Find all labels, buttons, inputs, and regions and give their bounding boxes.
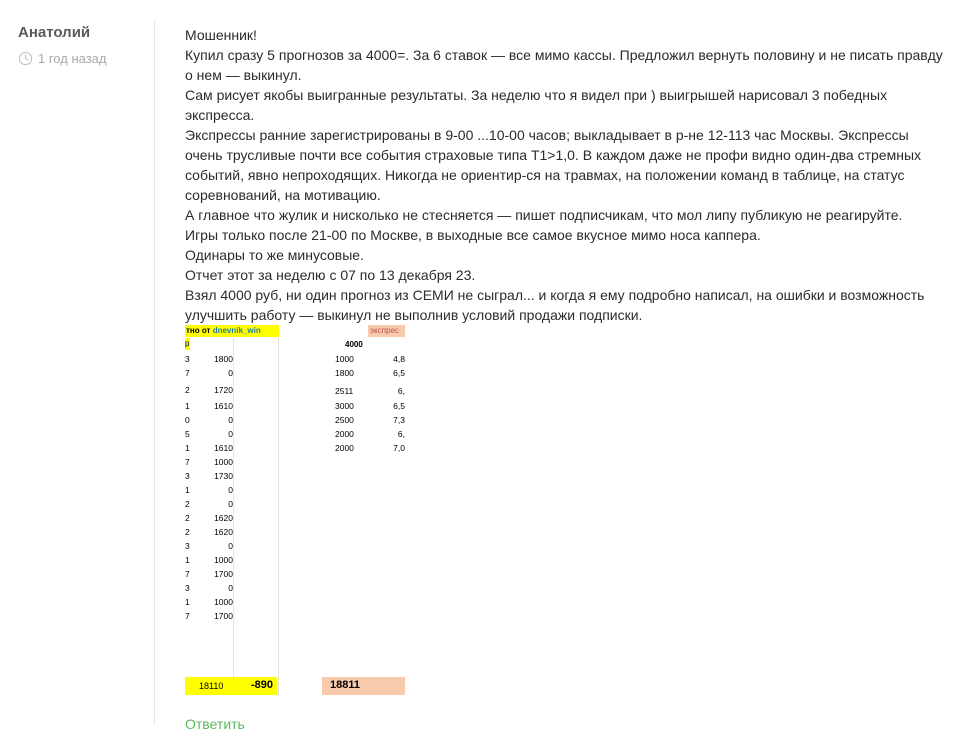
sheet-cell-value: 1730 (214, 471, 233, 481)
sheet-cell-cut: 5 (185, 429, 190, 439)
sheet-cell-amount: 2000 (335, 443, 354, 453)
sheet-cell-cut: 7 (185, 569, 190, 579)
sheet-cell-cut: 2 (185, 499, 190, 509)
sheet-cell-cut: 0 (185, 415, 190, 425)
sheet-cell-cut: 1 (185, 597, 190, 607)
sheet-cell-amount: 1000 (335, 354, 354, 364)
comment-body (185, 25, 945, 325)
sheet-cell-cut: 1 (185, 401, 190, 411)
sheet-cell-odds: 6, (397, 429, 405, 439)
sheet-cell-value: 0 (228, 541, 233, 551)
sheet-cell-cut: 7 (185, 611, 190, 621)
spreadsheet-image[interactable] (185, 325, 415, 695)
comment-line: Взял 4000 руб, ни один прогноз из СЕМИ не сыграл... и когда я ему подробно написал, на ошибки и возможность улучшить работу — выкинул не выполнив условий продажи подписки. (185, 287, 925, 323)
reply-link[interactable]: Ответить (185, 716, 245, 732)
sheet-cell-cut: 3 (185, 471, 190, 481)
sheet-cell-value: 1620 (214, 527, 233, 537)
sheet-cell-cut: 3 (185, 583, 190, 593)
sheet-gridline (278, 338, 279, 695)
sheet-cell-cut: 7 (185, 457, 190, 467)
column-divider (154, 20, 155, 725)
clock-icon (18, 51, 33, 66)
comment-line: Купил сразу 5 прогнозов за 4000=. За 6 ставок — все мимо кассы. Предложил вернуть половину и не писать правду о нем — выкинул. (185, 47, 943, 83)
sheet-cell-amount: 1800 (335, 368, 354, 378)
sheet-cell-cut: 2 (185, 527, 190, 537)
sheet-total-diff: -890 (251, 679, 274, 691)
post-time: 1 год назад (38, 51, 107, 66)
sheet-cell-value: 0 (228, 499, 233, 509)
sheet-cell-value: 1800 (214, 354, 233, 364)
sheet-header-right: экспрес (370, 326, 399, 335)
comment-line: А главное что жулик и нисколько не стесняется — пишет подписчикам, что мол липу публикую не реагируйте. (185, 207, 903, 223)
sheet-header-link: dnevnik_win (212, 326, 261, 335)
sheet-cell-cut: 1 (185, 443, 190, 453)
author-name[interactable]: Анатолий (18, 24, 91, 41)
comment-line: Отчет этот за неделю с 07 по 13 декабря 23. (185, 267, 476, 283)
post-meta (18, 51, 148, 66)
sheet-col-header: 4000 (345, 340, 363, 349)
sheet-cell-value: 0 (228, 429, 233, 439)
sheet-cell-value: 0 (228, 583, 233, 593)
sheet-cell-value: 1700 (214, 569, 233, 579)
sheet-cell-cut: 3 (185, 354, 190, 364)
sheet-total-left: 18110 (199, 681, 224, 691)
sheet-cell-odds: 6,5 (393, 401, 405, 411)
sheet-cell-value: 1700 (214, 611, 233, 621)
sheet-cell-odds: 6, (397, 386, 405, 396)
sheet-cell-odds: 7,0 (393, 443, 405, 453)
sheet-cell-cut: 7 (185, 368, 190, 378)
sheet-cell-value: 1610 (214, 401, 233, 411)
sheet-cell-value: 1000 (214, 597, 233, 607)
sheet-gridline (233, 338, 234, 695)
comment-line: Одинары то же минусовые. (185, 247, 364, 263)
sheet-cell-value: 0 (228, 368, 233, 378)
sheet-cell-cut: 3 (185, 541, 190, 551)
sheet-cell-odds: 7,3 (393, 415, 405, 425)
sheet-cell-cut: 2 (185, 385, 190, 395)
sheet-total-right: 18811 (330, 679, 360, 691)
sheet-cell-value: 1610 (214, 443, 233, 453)
sheet-cell-value: 1000 (214, 555, 233, 565)
sheet-row-marker: р (185, 339, 190, 348)
sheet-header-prefix: тно от (186, 326, 211, 335)
sheet-cell-cut: 1 (185, 555, 190, 565)
sheet-cell-value: 1620 (214, 513, 233, 523)
sheet-cell-cut: 2 (185, 513, 190, 523)
author-panel (18, 24, 148, 66)
comment-line: Экспрессы ранние зарегистрированы в 9-00 ...10-00 часов; выкладывает в р-не 12-113 час Москвы. Экспрессы очень трусливые почти все события страховые типа Т1>1,0. В каждом даже не профи видно один-два стремных событий, явно непроходящих. Никогда не ориентир-ся на травмах, на положении команд в таблице, на статус соревнований, на мотивацию. (185, 127, 922, 203)
sheet-cell-amount: 2511 (335, 386, 354, 396)
sheet-cell-amount: 2000 (335, 429, 354, 439)
sheet-cell-value: 0 (228, 485, 233, 495)
sheet-cell-odds: 6,5 (393, 368, 405, 378)
comment-line: Мошенник! (185, 27, 257, 43)
comment-line: Игры только после 21-00 по Москве, в выходные все самое вкусное мимо носа каппера. (185, 227, 761, 243)
sheet-cell-value: 0 (228, 415, 233, 425)
sheet-header (186, 326, 261, 335)
sheet-cell-value: 1000 (214, 457, 233, 467)
sheet-cell-cut: 1 (185, 485, 190, 495)
sheet-cell-odds: 4,8 (393, 354, 405, 364)
sheet-cell-amount: 3000 (335, 401, 354, 411)
sheet-cell-value: 1720 (214, 385, 233, 395)
sheet-cell-amount: 2500 (335, 415, 354, 425)
comment-line: Сам рисует якобы выигранные результаты. За неделю что я видел при ) выигрышей нарисовал 3 победных экспресса. (185, 87, 888, 123)
